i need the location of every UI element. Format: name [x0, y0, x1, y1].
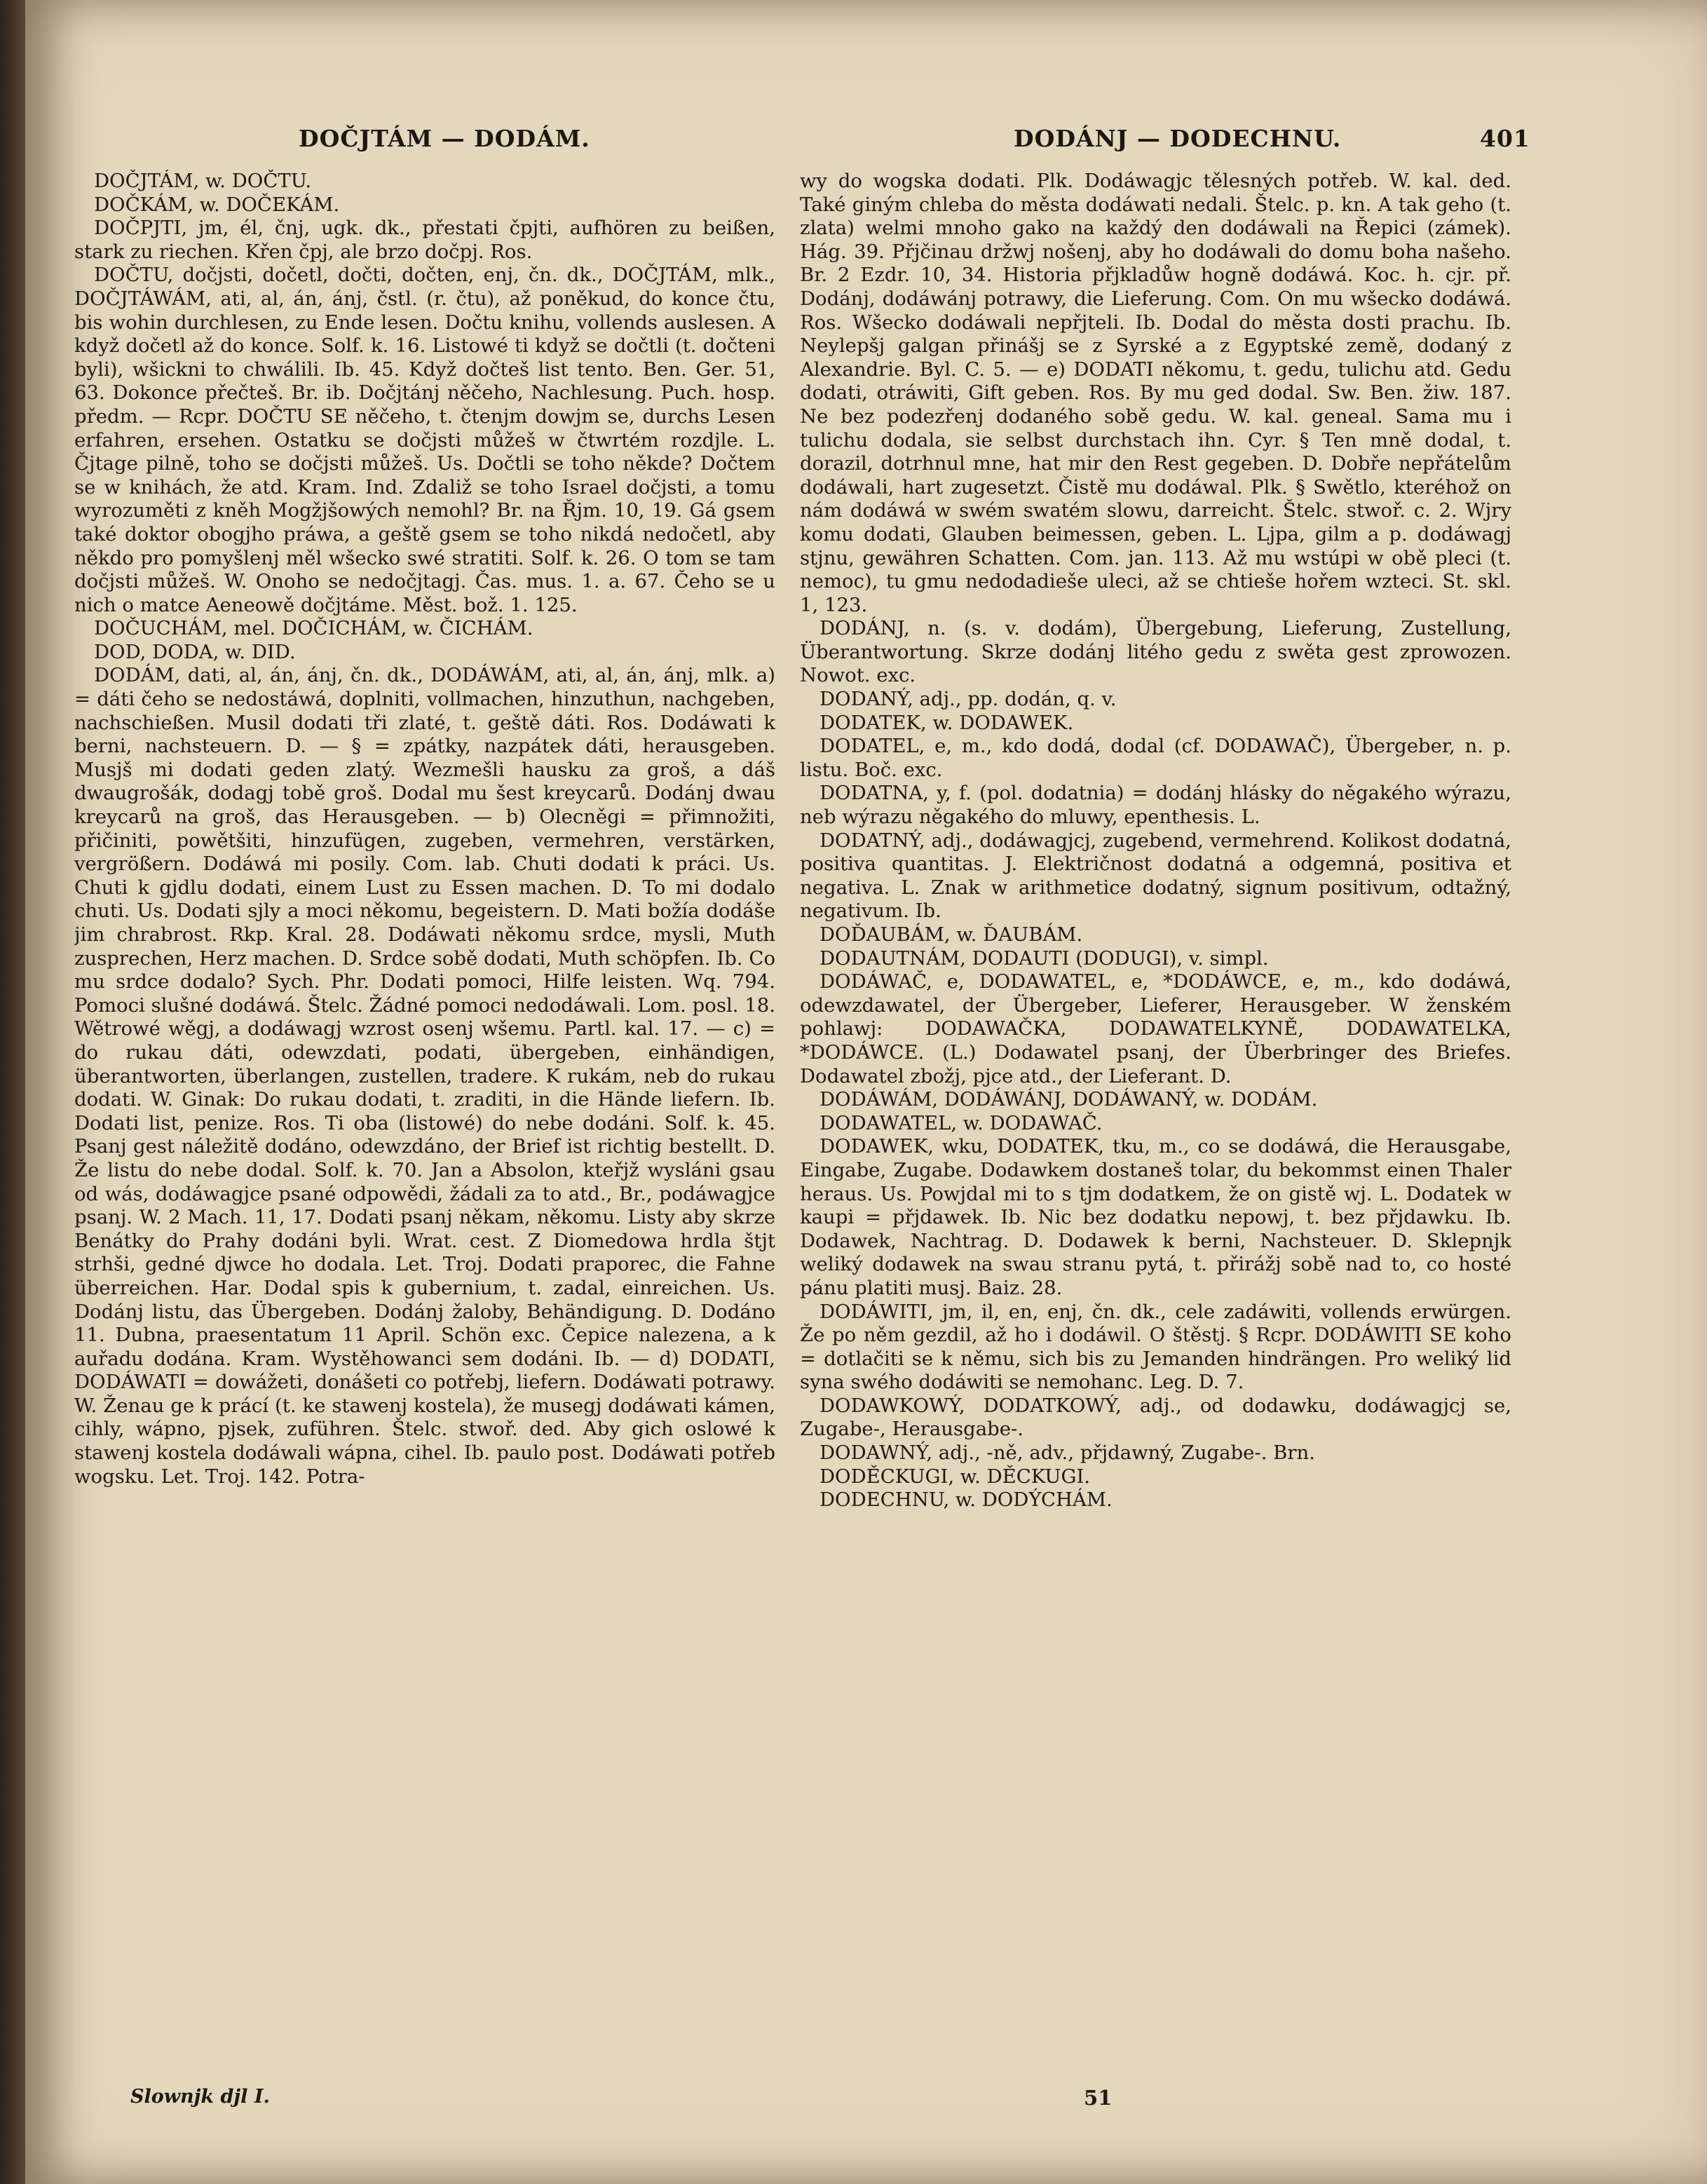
entry: DODAWEK, wku, DODATEK, tku, m., co se dodáwá, die Herausgabe, Eingabe, Zugabe. Dodawkem dostaneš tolar, du bekommst einen Thaler heraus. Us. Powjdal mi to s tjm dodatkem, že on gistě wj. L. Dodatek w kaupi = přjdawek. Ib. Nic bez dodatku nepowj, t. bez přjdawku. Ib. Dodawek, Nachtrag. D. Dodawek k berni, Nachsteuer. D. Sklepnjk weliký dodawek na swau stranu pytá, t. přirážj sobě nad to, co hosté pánu platiti musj. Baiz. 28.: [800, 1135, 1511, 1299]
entry: DODÁM, dati, al, án, ánj, čn. dk., DODÁWÁM, ati, al, án, ánj, mlk. a) = dáti čeho se nedostáwá, doplniti, vollmachen, hinzuthun, nachgeben, nachschießen. Musil dodati tři zlaté, t. geště dáti. Ros. Dodáwati k berni, nachsteuern. D. — § = zpátky, nazpátek dáti, herausgeben. Musjš mi dodati geden zlatý. Wezmešli hausku za groš, a dáš dwaugrošák, dodagj tobě groš. Dodal mu šest kreycarů. Dodánj dwau kreycarů na groš, das Herausgeben. — b) Olecněgi = přimnožiti, přičiniti, powětšiti, hinzufügen, zugeben, vermehren, verstärken, vergrößern. Dodáwá mi posily. Com. lab. Chuti dodati k práci. Us. Chuti k gjdlu dodati, einem Lust zu Essen machen. D. To mi dodalo chuti. Us. Dodati sjly a moci někomu, begeistern. D. Mati božía dodáše jim chrabrost. Rkp. Kral. 28. Dodáwati někomu srdce, mysli, Muth zusprechen, Herz machen. D. Srdce sobě dodati, Muth schöpfen. Ib. Co mu srdce dodalo? Sych. Phr. Dodati pomoci, Hilfe leisten. Wq. 794. Pomoci slušné dodáwá. Štelc. Žádné pomoci nedodáwali. Lom. posl. 18. Wětrowé wěgj, a dodáwagj wzrost osenj wšemu. Partl. kal. 17. — c) = do rukau dáti, odewzdati, podati, übergeben, einhändigen, überantworten, überlangen, zustellen, tradere. K rukám, neb do rukau dodati. W. Ginak: Do rukau dodati, t. zraditi, in die Hände liefern. Ib. Dodati list, penize. Ros. Ti oba (listowé) do nebe dodáni. Solf. k. 45. Psanj gest náležitě dodáno, odewzdáno, der Brief ist richtig bestellt. D. Že listu do nebe dodal. Solf. k. 70. Jan a Absolon, kteřjž wysláni gsau od wás, dodáwagjce psané odpowědi, žádali za to atd., Br., podáwagjce psanj. W. 2 Mach. 11, 17. Dodati psanj někam, někomu. Listy aby skrze Benátky do Prahy dodáni byli. Wrat. cest. Z Diomedowa hrdla štjt strhši, gedné djwce ho dodala. Let. Troj. Dodati praporec, die Fahne überreichen. Har. Dodal spis k gubernium, t. zadal, einreichen. Us. Dodánj listu, das Übergeben. Dodánj žaloby, Behändigung. D. Dodáno 11. Dubna, praesentatum 11 April. Schön exc. Čepice nalezena, a k auřadu dodána. Kram. Wystěhowanci sem dodáni. Ib. — d) DODATI, DODÁWATI = dowážeti, donášeti co potřebj, liefern. Dodáwati potrawy. W. Ženau ge k prácí (t. ke stawenj kostela), že musegj dodáwati kámen, cihly, wápno, pjsek, zuführen. Štelc. stwoř. ded. Aby gich oslowé k stawenj kostela dodáwali wápna, cihel. Ib. paulo post. Dodáwati potřeb wogsku. Let. Troj. 142. Potra-: [74, 664, 775, 1488]
entry: DODAWKOWÝ, DODATKOWÝ, adj., od dodawku, dodáwagjcj se, Zugabe-, Herausgabe-.: [800, 1394, 1511, 1441]
entry: DODAWNÝ, adj., -ně, adv., přjdawný, Zugabe-. Brn.: [820, 1442, 1315, 1465]
running-header-right: DODÁNJ — DODECHNU.: [1014, 125, 1342, 152]
entry: DODECHNU, w. DODÝCHÁM.: [820, 1488, 1113, 1512]
entry: DOČJTÁM, w. DOČTU.: [94, 170, 312, 192]
entry: wy do wogska dodati. Plk. Dodáwagjc tělesných potřeb. W. kal. ded. Také giným chleba do města dodáwati nedali. Štelc. p. kn. A tak geho (t. zlata) welmi mnoho gako na každý den dodáwali na Řepici (zámek). Hág. 39. Přjčinau držwj nošenj, aby ho dodáwali do domu boha našeho. Br. 2 Ezdr. 10, 34. Historia přjkladůw hogně dodáwá. Koc. h. cjr. př. Dodánj, dodáwánj potrawy, die Lieferung. Com. On mu wšecko dodáwá. Ros. Wšecko dodáwali nepřjteli. Ib. Dodal do města dosti prachu. Ib. Neylepšj galgan přinášj se z Syrské a z Egyptské země, dodaný z Alexandrie. Byl. C. 5. — e) DODATI někomu, t. gedu, tulichu atd. Gedu dodati, otráwiti, Gift geben. Ros. By mu ged dodal. Sw. Ben. žiw. 187. Ne bez podezřenj dodaného sobě gedu. W. kal. geneal. Sama mu i tulichu dodala, sie selbst durchstach ihn. Cyr. § Ten mně dodal, t. dorazil, dotrhnul mne, hat mir den Rest gegeben. D. Dobře nepřátelům dodáwali, hart zugesetzt. Čistě mu dodáwal. Plk. § Swětlo, kteréhož on nám dodáwá w swém swatém slowu, darreicht. Štelc. stwoř. c. 2. Wjry komu dodati, Glauben beimessen, geben. L. Ljpa, gilm a p. dodáwagj stjnu, gewähren Schatten. Com. jan. 113. Až mu wstúpi w obě pleci (t. nemoc), tu gmu nedodadieše uleci, až se chtieše hořem wzteci. St. skl. 1, 123.: [800, 170, 1511, 616]
entry: DODATEK, w. DODAWEK.: [820, 711, 1074, 734]
left-column: [74, 170, 775, 2077]
entry: DODATNA, y, f. (pol. dodatnia) = dodánj hlásky do něgakého wýrazu, neb wýrazu něgakého do mluwy, epenthesis. L.: [800, 782, 1511, 829]
entry: DODATEL, e, m., kdo dodá, dodal (cf. DODAWAČ), Übergeber, n. p. listu. Boč. exc.: [800, 735, 1511, 781]
entry: DODAUTNÁM, DODAUTI (DODUGI), v. simpl.: [820, 947, 1269, 970]
right-column: [800, 170, 1511, 2077]
dictionary-page: [25, 0, 1707, 2184]
entry: DODÁWAČ, e, DODAWATEL, e, *DODÁWCE, e, m., kdo dodáwá, odewzdawatel, der Übergeber, Lieferer, Herausgeber. W ženském pohlawj: DODAWAČKA, DODAWATELKYNĚ, DODAWATELKA, *DODÁWCE. (L.) Dodawatel psanj, der Überbringer des Briefes. Dodawatel zbožj, pjce atd., der Lieferant. D.: [800, 970, 1511, 1087]
entry: DODĚCKUGI, w. DĚCKUGI.: [820, 1465, 1091, 1488]
entry: DOČKÁM, w. DOČEKÁM.: [94, 193, 340, 216]
entry: DOČTU, dočjsti, dočetl, dočti, dočten, enj, čn. dk., DOČJTÁM, mlk., DOČJTÁWÁM, ati, al, án, ánj, čstl. (r. čtu), až poněkud, do konce čtu, bis wohin durchlesen, zu Ende lesen. Dočtu knihu, vollends auslesen. A když dočetl až do konce. Solf. k. 16. Listowé ti když se dočtli (t. dočteni byli), wšickni to chwálili. Ib. 45. Když dočteš list tento. Ben. Ger. 51, 63. Dokonce přečteš. Br. ib. Dočjtánj něčeho, Nachlesung. Puch. hosp. předm. — Rcpr. DOČTU SE něčeho, t. čtenjm dowjm se, durchs Lesen erfahren, ersehen. Ostatku se dočjsti můžeš w čtwrtém rozdjle. L. Čjtage pilně, toho se dočjsti můžeš. Us. Dočtli se toho někde? Dočtem se w knihách, že atd. Kram. Ind. Zdaliž se toho Israel dočjsti, a tomu wyrozuměti z kněh Mogžjšowých nemohl? Br. na Řjm. 10, 19. Gá gsem také doktor obogjho práwa, a geště gsem se toho nikdá nedočetl, aby někdo pro pomyšlenj měl wšecko swé stratiti. Solf. k. 26. O tom se tam dočjsti můžeš. W. Onoho se nedočjtagj. Čas. mus. 1. a. 67. Čeho se u nich o matce Aeneowě dočjtáme. Měst. bož. 1. 125.: [74, 264, 775, 616]
entry: DODAWATEL, w. DODAWAČ.: [820, 1111, 1103, 1134]
entry: DODÁNJ, n. (s. v. dodám), Übergebung, Lieferung, Zustellung, Überantwortung. Skrze dodánj litého gedu z swěta gest zprowozen. Nowot. exc.: [800, 617, 1511, 687]
running-header-left: DOČJTÁM — DODÁM.: [299, 125, 590, 152]
entry: DODÁWITI, jm, il, en, enj, čn. dk., cele zadáwiti, vollends erwürgen. Že po něm gezdil, až ho i dodáwil. O štěstj. § Rcpr. DODÁWITI SE koho = dotlačiti se k němu, sich bis zu Jemanden hindrängen. Pro weliký lid syna swého dodáwiti se nemohanc. Leg. D. 7.: [800, 1300, 1511, 1394]
book-gutter: [0, 0, 25, 2184]
entry: DOČPJTI, jm, él, čnj, ugk. dk., přestati čpjti, aufhören zu beißen, stark zu riechen. Křen čpj, ale brzo dočpj. Ros.: [74, 217, 775, 263]
entry: DOČUCHÁM, mel. DOČICHÁM, w. ČICHÁM.: [94, 617, 533, 640]
entry: DODATNÝ, adj., dodáwagjcj, zugebend, vermehrend. Kolikost dodatná, positiva quantitas. J. Električnost dodatná a odgemná, positiva et negativa. L. Znak w arithmetice dodatný, signum positivum, odtažný, negativum. Ib.: [800, 829, 1511, 923]
signature-number: 51: [1084, 2086, 1113, 2110]
page-number: 401: [1480, 125, 1530, 152]
entry: DODÁWÁM, DODÁWÁNJ, DODÁWANÝ, w. DODÁM.: [820, 1088, 1318, 1111]
entry: DOĎAUBÁM, w. ĎAUBÁM.: [820, 923, 1083, 946]
entry: DODANÝ, adj., pp. dodán, q. v.: [820, 688, 1117, 711]
signature-mark: Slownjk djl I.: [130, 2086, 270, 2108]
entry: DOD, DODA, w. DID.: [94, 640, 296, 663]
